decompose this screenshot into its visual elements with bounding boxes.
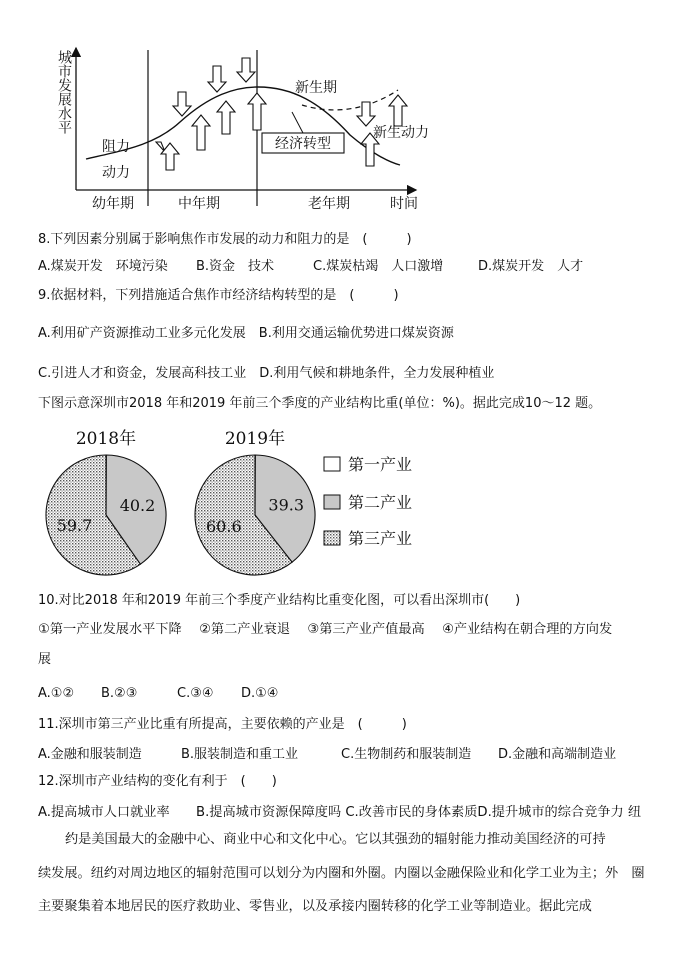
y-axis-label: 城市发展水平 bbox=[56, 50, 72, 134]
q10-stem: 10.对比2018 年和2019 年前三个季度产业结构比重变化图，可以看出深圳市( ) bbox=[38, 593, 521, 608]
q12-options: A.提高城市人口就业率 B.提高城市资源保障度吗 C.改善市民的身体素质D.提升城市的综合竞争力 纽 bbox=[38, 805, 642, 820]
time-label: 时间 bbox=[390, 196, 418, 212]
q11-option-a: A.金融和服装制造 bbox=[38, 747, 142, 762]
legend-swatch-primary bbox=[324, 457, 340, 471]
legend-label-primary: 第一产业 bbox=[348, 455, 413, 474]
city-development-diagram bbox=[70, 40, 460, 215]
q10-option-b: B.②③ bbox=[101, 686, 138, 701]
q8-option-b: B.资金 技术 bbox=[196, 259, 275, 274]
q11-option-c: C.生物制药和服装制造 bbox=[341, 747, 472, 762]
q11-option-d: D.金融和高端制造业 bbox=[498, 747, 617, 762]
pie-2019-label-tertiary: 60.6 bbox=[206, 516, 242, 536]
q8-option-d: D.煤炭开发 人才 bbox=[478, 259, 584, 274]
legend-label-secondary: 第二产业 bbox=[348, 493, 413, 512]
pie-charts bbox=[30, 420, 450, 580]
down-arrow-icons bbox=[173, 58, 375, 126]
intro-10-12: 下图示意深圳市2018 年和2019 年前三个季度的产业结构比重(单位：%)。据此完成10～12 题。 bbox=[38, 396, 602, 411]
legend-swatch-tertiary bbox=[324, 531, 340, 545]
q8-option-c: C.煤炭枯竭 人口激增 bbox=[313, 259, 444, 274]
q9-option-ab: A.利用矿产资源推动工业多元化发展 B.利用交通运输优势进口煤炭资源 bbox=[38, 326, 454, 341]
new-stage-label: 新生期 bbox=[295, 80, 337, 96]
legend-label-tertiary: 第三产业 bbox=[348, 529, 413, 548]
pie-2019 bbox=[195, 455, 315, 575]
q10-option-d: D.①④ bbox=[241, 686, 279, 701]
pie-2018-label-secondary: 40.2 bbox=[119, 496, 156, 516]
q9-stem: 9.依据材料，下列措施适合焦作市经济结构转型的是 ( ) bbox=[38, 288, 399, 303]
q10-option-a: A.①② bbox=[38, 686, 75, 701]
new-power-label: 新生动力 bbox=[373, 125, 429, 141]
pie-title-2019: 2019年 bbox=[224, 429, 286, 449]
q8-stem: 8.下列因素分别属于影响焦作市发展的动力和阻力的是 ( ) bbox=[38, 232, 412, 247]
pie-2018 bbox=[46, 455, 166, 575]
q11-option-b: B.服装制造和重工业 bbox=[181, 747, 299, 762]
legend-swatch-secondary bbox=[324, 495, 340, 509]
pie-2018-label-tertiary: 59.7 bbox=[56, 515, 93, 535]
driving-label: 动力 bbox=[102, 165, 130, 181]
passage-line1: 约是美国最大的金融中心、商业中心和文化中心。它以其强劲的辐射能力推动美国经济的可持 bbox=[65, 832, 606, 847]
resistance-label: 阻力 bbox=[102, 139, 130, 155]
passage-line2: 续发展。纽约对周边地区的辐射范围可以划分为内圈和外圈。内圈以金融保险业和化学工业为主；外 圈 bbox=[38, 866, 645, 881]
passage-line3: 主要聚集着本地居民的医疗救助业、零售业，以及承接内圈转移的化学工业等制造业。据此完成 bbox=[38, 899, 592, 914]
stage-label-middle: 中年期 bbox=[178, 196, 220, 212]
q8-option-a: A.煤炭开发 环境污染 bbox=[38, 259, 168, 274]
stage-label-young: 幼年期 bbox=[92, 196, 134, 212]
pie-2019-label-secondary: 39.3 bbox=[268, 495, 305, 515]
development-curve bbox=[86, 87, 400, 165]
q10-line2: 展 bbox=[38, 652, 52, 667]
stage-label-old: 老年期 bbox=[308, 196, 350, 212]
q10-option-c: C.③④ bbox=[177, 686, 214, 701]
transition-label: 经济转型 bbox=[275, 136, 331, 152]
q10-line1: ①第一产业发展水平下降 ②第二产业衰退 ③第三产业产值最高 ④产业结构在朝合理的方向发 bbox=[38, 622, 613, 637]
q12-stem: 12.深圳市产业结构的变化有利于 ( ) bbox=[38, 774, 277, 789]
pie-title-2018: 2018年 bbox=[75, 429, 137, 449]
q9-option-cd: C.引进人才和资金，发展高科技工业 D.利用气候和耕地条件，全力发展种植业 bbox=[38, 366, 495, 381]
q11-stem: 11.深圳市第三产业比重有所提高，主要依赖的产业是 ( ) bbox=[38, 717, 407, 732]
